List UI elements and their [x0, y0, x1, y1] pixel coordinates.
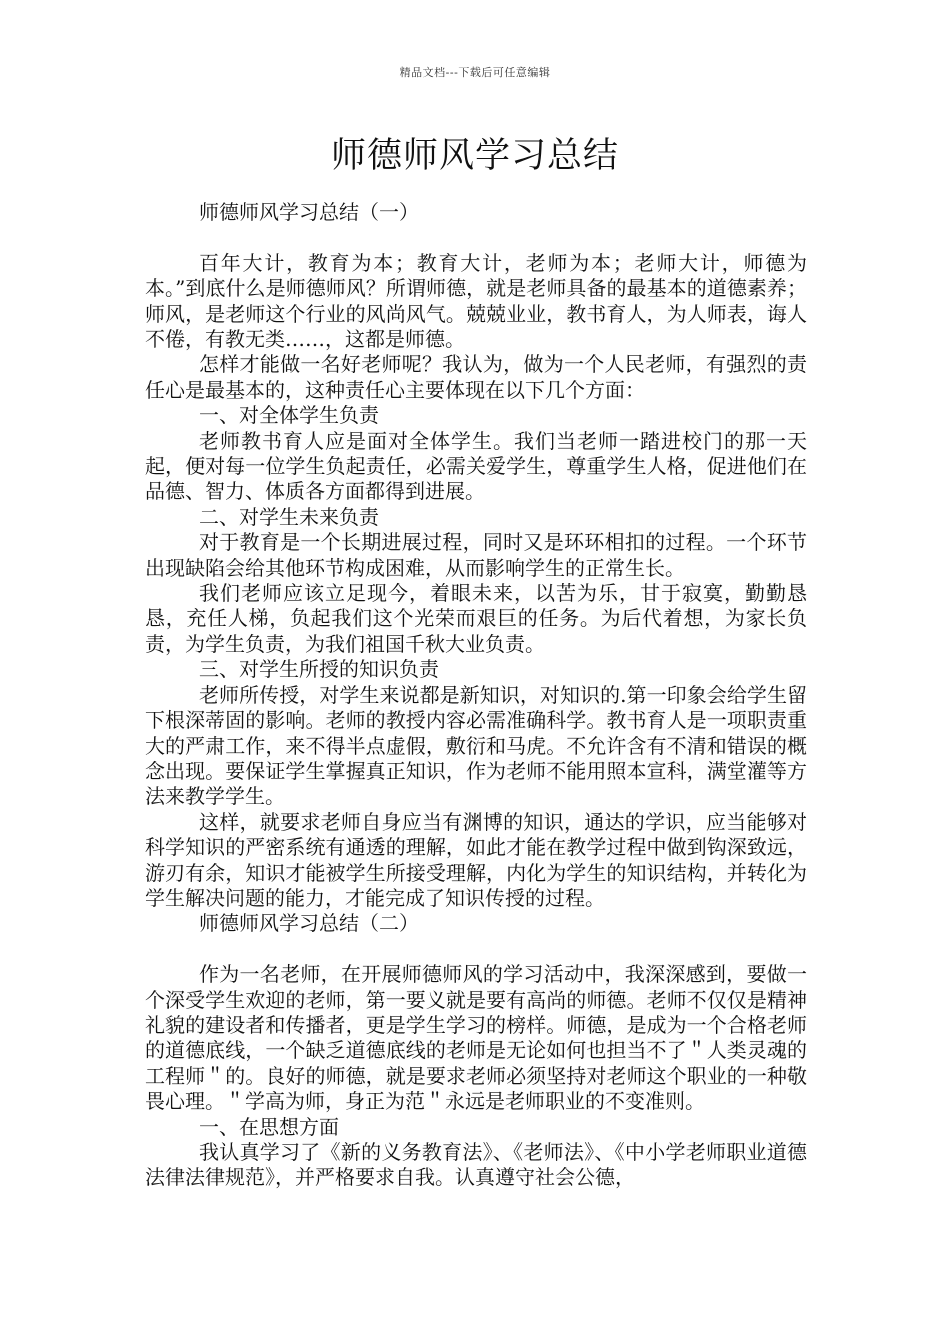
paragraph: 老师教书育人应是面对全体学生。我们当老师一踏进校门的那一天起，便对每一位学生负起责任，必需关爱学生，尊重学生人格，促进他们在品德、智力、体质各方面都得到进展。 — [145, 428, 807, 504]
paragraph: 百年大计，教育为本；教育大计，老师为本；老师大计，师德为本。”到底什么是师德师风？所谓师德，就是老师具备的最基本的道德素养；师风，是老师这个行业的风尚风气。兢兢业业，教书育人，为人师表，诲人不倦，有教无类……，这都是师德。 — [145, 250, 807, 352]
paragraph: 这样，就要求老师自身应当有渊博的知识，通达的学识，应当能够对科学知识的严密系统有通透的理解，如此才能在教学过程中做到钩深致远，游刃有余，知识才能被学生所接受理解，内化为学生的知识结构，并转化为学生解决问题的能力，才能完成了知识传授的过程。 — [145, 809, 807, 910]
document-title: 师德师风学习总结 — [330, 136, 619, 176]
paragraph: 对于教育是一个长期进展过程，同时又是环环相扣的过程。一个环节出现缺陷会给其他环节构成困难，从而影响学生的正常生长。 — [145, 530, 807, 580]
paragraph: 怎样才能做一名好老师呢？我认为，做为一个人民老师，有强烈的责任心是最基本的，这种责任心主要体现在以下几个方面： — [145, 352, 807, 402]
paragraph: 老师所传授，对学生来说都是新知识，对知识的.第一印象会给学生留下根深蒂固的影响。老师的教授内容必需准确科学。教书育人是一项职责重大的严肃工作，来不得半点虚假，敷衍和马虎。不允许含有不清和错误的概念出现。要保证学生掌握真正知识，作为老师不能用照本宣科，满堂灌等方法来教学学生。 — [145, 682, 807, 809]
paragraph: 我认真学习了《新的义务教育法》、《老师法》、《中小学老师职业道德法律法律规范》，并严格要求自我。认真遵守社会公德， — [145, 1140, 807, 1190]
paragraph: 作为一名老师，在开展师德师风的学习活动中，我深深感到，要做一个深受学生欢迎的老师，第一要义就是要有高尚的师德。老师不仅仅是精神礼貌的建设者和传播者，更是学生学习的榜样。师德，是成为一个合格老师的道德底线，一个缺乏道德底线的老师是无论如何也担当不了＂人类灵魂的工程师＂的。良好的师德，就是要求老师必须坚持对老师这个职业的一种敬畏心理。＂学高为师，身正为范＂永远是老师职业的不变准则。 — [145, 962, 807, 1114]
section-heading: 一、对全体学生负责 — [199, 403, 379, 428]
section-heading: 一、在思想方面 — [199, 1114, 339, 1139]
section-heading: 三、对学生所授的知识负责 — [199, 657, 439, 682]
document-body — [145, 200, 807, 1191]
paragraph: 我们老师应该立足现今，着眼未来，以苦为乐，甘于寂寞，勤勤恳恳，充任人梯，负起我们这个光荣而艰巨的任务。为后代着想，为家长负责，为学生负责，为我们祖国千秋大业负责。 — [145, 581, 807, 656]
section-subtitle: 师德师风学习总结（二） — [199, 911, 419, 936]
section-subtitle: 师德师风学习总结（一） — [199, 200, 419, 224]
section-heading: 二、对学生未来负责 — [199, 504, 379, 529]
header-note: 精品文档---下载后可任意编辑 — [399, 66, 551, 79]
